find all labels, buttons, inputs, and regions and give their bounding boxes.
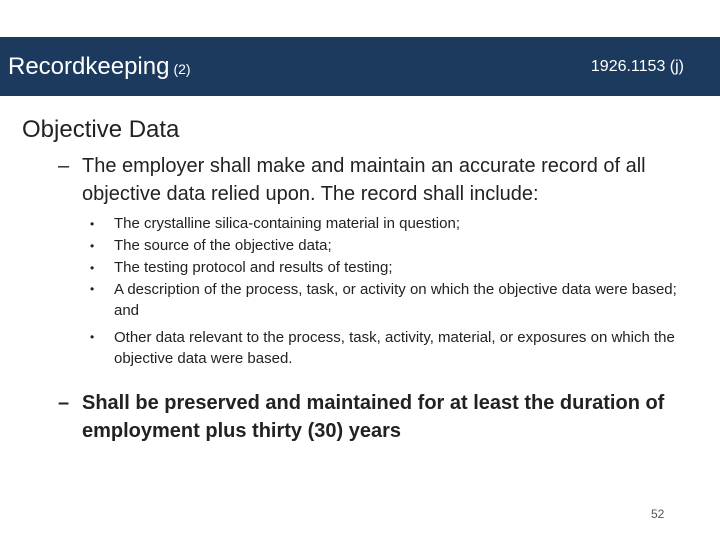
bullet-marker: • — [90, 217, 95, 231]
list-item — [90, 327, 690, 369]
dash-marker: – — [58, 155, 70, 177]
section-heading: Objective Data — [22, 116, 180, 143]
slide-header-bar — [0, 37, 720, 96]
list-item-text: The source of the objective data; — [114, 237, 332, 254]
page-number: 52 — [651, 507, 665, 521]
slide-title — [8, 52, 191, 84]
slide-title-suffix: (2) — [173, 61, 191, 77]
list-item-text: The testing protocol and results of testing; — [114, 259, 393, 276]
bullet-marker: • — [90, 282, 95, 296]
dash-marker: – — [58, 392, 70, 414]
regulation-reference: 1926.1153 (j) — [590, 58, 684, 75]
bullet-marker: • — [90, 330, 95, 344]
list-item-text: A description of the process, task, or activity on which the objective data were based; and — [114, 281, 677, 319]
list-item — [90, 235, 690, 257]
bullet-marker: • — [90, 239, 95, 253]
retention-requirement-text: Shall be preserved and maintained for at least the duration of employment plus thirty (30) years — [82, 392, 665, 442]
record-requirement-paragraph — [58, 152, 698, 208]
list-item — [90, 213, 690, 235]
list-item-text: Other data relevant to the process, task, activity, material, or exposures on which the objective data were based. — [114, 329, 675, 367]
list-item-text: The crystalline silica-containing material in question; — [114, 215, 460, 232]
record-contents-list — [90, 213, 690, 369]
bullet-marker: • — [90, 261, 95, 275]
list-item — [90, 279, 690, 321]
list-item — [90, 257, 690, 279]
slide-title-text: Recordkeeping — [8, 53, 170, 80]
retention-requirement-paragraph — [58, 389, 698, 445]
record-requirement-text: The employer shall make and maintain an accurate record of all objective data relied upon. The record shall include: — [82, 155, 646, 205]
